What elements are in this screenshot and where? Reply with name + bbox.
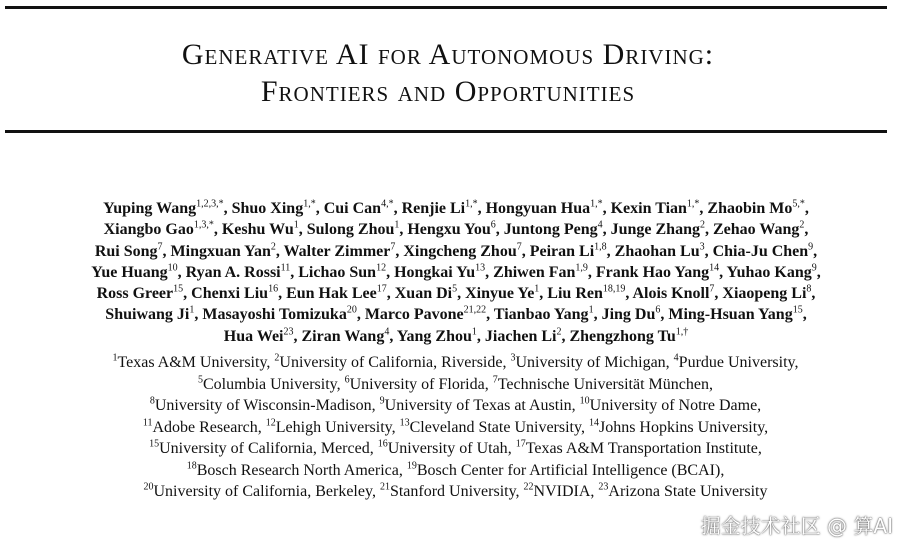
- author-name: Mingxuan Yan: [170, 242, 271, 260]
- affiliation: [187, 462, 399, 479]
- author-affiliation-marks: 1,8: [594, 241, 607, 253]
- affiliation: [378, 440, 508, 457]
- author-affiliation-marks: 2: [699, 219, 705, 231]
- author-name: Rui Song: [94, 242, 158, 260]
- author: [191, 285, 278, 302]
- affiliation: [516, 440, 758, 457]
- author-name: Shuiwang Ji: [105, 306, 190, 324]
- author-affiliation-marks: 1: [293, 219, 299, 231]
- author: [713, 243, 814, 260]
- author-affiliation-marks: 1,9: [575, 262, 588, 274]
- author-name: Tianbao Yang: [493, 306, 589, 324]
- author: [307, 221, 400, 238]
- author: [615, 243, 705, 260]
- affiliation: [380, 397, 572, 414]
- author-affiliation-marks: 4,*: [381, 198, 394, 210]
- author-affiliation-marks: 9: [811, 262, 817, 274]
- affiliation: [510, 354, 665, 371]
- author-name: Yue Huang: [91, 263, 168, 281]
- affiliation-list: [0, 352, 911, 503]
- author-name: Zehao Wang: [712, 221, 800, 239]
- author: [569, 328, 688, 345]
- affiliation-line: $^{15}$University of California, Merced, $^{16}$University of Utah, $^{17}$Texas A&M Transportation Institute,: [149, 438, 762, 457]
- author-affiliation-marks: 7: [157, 241, 163, 253]
- author-line: Ross Greer$^{15}$, Chenxi Liu$^{16}$, Eun Hak Lee$^{17}$, Xuan Di$^5$, Xinyue Ye$^1$, Liu Ren$^{18,19}$, Alois Knoll$^7$, Xiaopeng Li$^8$,: [96, 283, 816, 303]
- author: [222, 221, 299, 238]
- author-affiliation-marks: 2: [270, 241, 276, 253]
- affiliation-name: University of Florida: [349, 375, 485, 393]
- author-name: Ming-Hsuan Yang: [668, 306, 793, 324]
- author-name: Ryan A. Rossi: [185, 263, 281, 281]
- affiliation-name: Bosch Center for Artificial Intelligence (BCAI): [416, 461, 721, 479]
- author-affiliation-marks: 23: [283, 326, 294, 338]
- affiliation: [112, 354, 266, 371]
- author: [91, 264, 177, 281]
- author-affiliation-marks: 5,*: [792, 198, 805, 210]
- author-affiliation-marks: 8: [806, 283, 812, 295]
- author: [202, 306, 356, 323]
- bottom-rule: [5, 130, 887, 133]
- author-affiliation-marks: 1: [471, 326, 477, 338]
- affiliation-number: 19: [406, 460, 417, 472]
- author-affiliation-marks: 1,*: [465, 198, 478, 210]
- author: [547, 285, 625, 302]
- author-name: Kexin Tian: [610, 200, 687, 217]
- author-name: Yang Zhou: [396, 327, 472, 345]
- author-affiliation-marks: 21,22: [463, 305, 487, 317]
- author-affiliation-marks: 6: [490, 219, 496, 231]
- author: [324, 200, 394, 217]
- author-name: Sulong Zhou: [306, 221, 395, 239]
- affiliation-name: Cleveland State University: [409, 418, 581, 436]
- affiliation-name: Lehigh University: [275, 418, 392, 436]
- affiliation-number: 11: [142, 417, 153, 429]
- author: [104, 221, 214, 238]
- affiliation-number: 4: [673, 352, 679, 364]
- author-name: Chia-Ju Chen: [712, 242, 809, 260]
- affiliation-number: 14: [588, 417, 599, 429]
- author-name: Hua Wei: [223, 327, 284, 345]
- affiliation-name: Purdue University: [678, 354, 795, 371]
- author-line: Hua Wei$^{23}$, Ziran Wang$^4$, Yang Zhou$^1$, Jiachen Li$^2$, Zhengzhong $Tu^{1,\dagger}$: [223, 326, 689, 345]
- affiliation: [274, 354, 502, 371]
- author-name: Junge Zhang: [610, 221, 700, 239]
- affiliation-name: University of Michigan: [515, 354, 666, 371]
- author: [402, 200, 478, 217]
- author: [485, 328, 562, 345]
- affiliation: [580, 397, 758, 414]
- affiliation-name: University of Texas at Austin: [384, 397, 572, 414]
- paper-title-line-1: Generative AI for Autonomous Driving:: [181, 38, 715, 71]
- author-name: Xinyue Ye: [465, 285, 535, 303]
- author-affiliation-marks: 17: [376, 283, 387, 295]
- author-name: Masayoshi Tomizuka: [202, 306, 347, 324]
- author: [301, 328, 389, 345]
- author-name: Jing Du: [601, 306, 656, 324]
- author-name: Frank Hao Yang: [595, 263, 710, 281]
- author-affiliation-marks: 1,3,*: [193, 219, 214, 231]
- affiliation-number: 15: [149, 438, 160, 450]
- author: [394, 264, 485, 281]
- affiliation-number: 6: [344, 374, 350, 386]
- author-name: Walter Zimmer: [283, 242, 391, 260]
- author-affiliation-marks: 14: [709, 262, 720, 274]
- affiliation-number: 16: [377, 438, 388, 450]
- author-affiliation-marks: 9: [808, 241, 814, 253]
- author: [668, 306, 802, 323]
- author: [493, 264, 588, 281]
- author: [713, 221, 804, 238]
- author-name: Juntong Peng: [503, 221, 598, 239]
- affiliation: [524, 483, 591, 500]
- affiliation: [149, 440, 370, 457]
- author-affiliation-marks: 1,*: [590, 198, 603, 210]
- author-name: Ziran Wang: [301, 327, 385, 345]
- author-affiliation-marks: 3: [699, 241, 705, 253]
- affiliation: [674, 354, 795, 371]
- affiliation-number: 22: [523, 481, 534, 493]
- author-name: Hongkai Yu: [394, 263, 476, 281]
- author-name: Zhiwen Fan: [493, 263, 576, 281]
- author-affiliation-marks: 15: [792, 305, 803, 317]
- affiliation-number: 18: [186, 460, 197, 472]
- affiliation-name: Texas A&M University: [117, 354, 267, 371]
- author-affiliation-marks: 1: [394, 219, 400, 231]
- author-affiliation-marks: 13: [475, 262, 486, 274]
- author-line: Xiangbo Gao$^{1,3,*}$, Keshu Wu$^1$, Sulong Zhou$^1$, Hengxu You$^6$, Juntong Peng$^4$, Junge Zhang$^2$, Zehao Wang$^2$,: [103, 219, 809, 239]
- author-name: Shuo Xing: [231, 200, 304, 217]
- author-affiliation-marks: 15: [173, 283, 184, 295]
- affiliation-number: 13: [399, 417, 410, 429]
- affiliation: [198, 376, 337, 393]
- top-rule: [5, 6, 887, 9]
- author-affiliation-marks: 5: [452, 283, 458, 295]
- author-affiliation-marks: 1: [189, 305, 195, 317]
- author-name: Hengxu You: [407, 221, 491, 239]
- affiliation-number: 8: [149, 395, 155, 407]
- affiliation-name: NVIDIA: [533, 483, 591, 500]
- author-name: Xuan Di: [394, 285, 453, 303]
- author-name: Marco Pavone: [364, 306, 464, 324]
- affiliation-number: 23: [598, 481, 609, 493]
- author-list: [8, 198, 904, 347]
- author: [727, 264, 817, 281]
- affiliation-number: 1: [112, 352, 118, 364]
- author-affiliation-marks: 20: [346, 305, 357, 317]
- affiliation-line: $^5$Columbia University, $^6$University of Florida, $^7$Technische Universität München,: [198, 374, 713, 393]
- affiliation: [143, 419, 258, 436]
- affiliation-name: Johns Hopkins University: [598, 418, 765, 436]
- affiliation-name: University of California, Merced: [159, 440, 370, 457]
- author-name: Xiaopeng Li: [722, 285, 807, 303]
- author-affiliation-marks: 4: [597, 219, 603, 231]
- affiliation-number: 7: [492, 374, 498, 386]
- author-affiliation-marks: 6: [655, 305, 661, 317]
- author-name: Peiran Li: [529, 242, 595, 260]
- paper-title-line-2: Frontiers and Opportunities: [260, 75, 636, 108]
- affiliation: [407, 462, 720, 479]
- author-line: Yuping Wang$^{1,2,3,*}$, Shuo Xing$^{1,*}$, Cui Can$^{4,*}$, Renjie $Li^{1,*}$, Hongyuan Hua$^{1,*}$, Kexin Tian$^{1,*}$, Zhaobin $Mo^{5,*}$,: [103, 198, 809, 217]
- affiliation-name: Arizona State University: [608, 483, 768, 500]
- affiliation-name: Technische Universität München: [497, 375, 709, 393]
- author: [97, 285, 184, 302]
- affiliation-line: $^1$Texas A&M University, $^2$University of California, Riverside, $^3$University of Michigan, $^4$Purdue University,: [112, 352, 799, 371]
- affiliation: [143, 483, 371, 500]
- affiliation-name: Bosch Research North America: [196, 461, 399, 479]
- affiliation-number: 17: [515, 438, 526, 450]
- author-affiliation-marks: 1: [588, 305, 594, 317]
- author-affiliation-marks: 1: [534, 283, 540, 295]
- author: [403, 243, 521, 260]
- affiliation-name: Texas A&M Transportation Institute: [525, 440, 758, 457]
- author: [224, 328, 294, 345]
- affiliation: [266, 419, 392, 436]
- affiliation-line: $^{18}$Bosch Research North America, $^{19}$Bosch Center for Artificial Intelligence (BCAI),: [186, 460, 725, 479]
- author: [611, 221, 705, 238]
- affiliation-name: University of Utah: [387, 440, 508, 457]
- author-name: Xingcheng Zhou: [403, 242, 517, 260]
- watermark: 掘金技术社区 @ 算AI: [700, 514, 893, 538]
- affiliation-name: University of California, Berkeley: [153, 483, 372, 500]
- author-name: Ross Greer: [96, 285, 174, 303]
- author: [722, 285, 811, 302]
- affiliation-number: 20: [143, 481, 154, 493]
- author-affiliation-marks: 4: [384, 326, 390, 338]
- affiliation-number: 21: [379, 481, 390, 493]
- author-name: Cui Can: [323, 200, 382, 217]
- author-affiliation-marks: 16: [268, 283, 279, 295]
- author: [105, 306, 194, 323]
- author: [602, 306, 661, 323]
- author: [395, 285, 457, 302]
- author: [611, 200, 700, 217]
- author-name: Keshu Wu: [221, 221, 294, 239]
- affiliation-number: 2: [274, 352, 280, 364]
- author-affiliation-marks: 2: [556, 326, 562, 338]
- author: [707, 200, 804, 217]
- author: [284, 243, 396, 260]
- author-name: Zhengzhong Tu: [569, 327, 676, 345]
- author-name: Chenxi Liu: [191, 285, 269, 303]
- author: [103, 200, 223, 217]
- affiliation: [150, 397, 372, 414]
- author: [95, 243, 163, 260]
- affiliation: [598, 483, 767, 500]
- author-line: Yue Huang$^{10}$, Ryan A. Rossi$^{11}$, Lichao Sun$^{12}$, Hongkai Yu$^{13}$, Zhiwen Fan$^{1,9}$, Frank Hao Yang$^{14}$, Yuhao Kang$^9$,: [91, 262, 821, 281]
- author: [186, 264, 291, 281]
- author-line: Shuiwang Ji$^1$, Masayoshi Tomizuka$^{20}$, Marco Pavone$^{21,22}$, Tianbao Yang$^1$, Jing Du$^6$, Ming-Hsuan Yang$^{15}$,: [105, 305, 807, 324]
- author-affiliation-marks: 11: [280, 262, 291, 274]
- author-line: Rui Song$^7$, Mingxuan Yan$^2$, Walter Zimmer$^7$, Xingcheng Zhou$^7$, Peiran Li$^{1,8}$, Zhaohan Lu$^3$, Chia-Ju Chen$^9$,: [94, 241, 818, 260]
- author-name: Eun Hak Lee: [286, 285, 377, 303]
- affiliation: [493, 376, 709, 393]
- affiliation: [589, 419, 764, 436]
- affiliation: [380, 483, 516, 500]
- author-name: Yuping Wang: [103, 200, 197, 217]
- author: [504, 221, 603, 238]
- author: [486, 200, 603, 217]
- author-affiliation-marks: 7: [516, 241, 522, 253]
- affiliation-name: University of Wisconsin-Madison: [154, 397, 372, 414]
- author-name: Zhaohan Lu: [614, 242, 700, 260]
- affiliation-name: Columbia University: [203, 375, 337, 393]
- author: [286, 285, 387, 302]
- author: [494, 306, 594, 323]
- author: [298, 264, 386, 281]
- author: [633, 285, 715, 302]
- author-affiliation-marks: 7: [390, 241, 396, 253]
- author: [596, 264, 719, 281]
- affiliation-name: Stanford University: [389, 483, 516, 500]
- author-name: Alois Knoll: [632, 285, 710, 303]
- author-affiliation-marks: 18,19: [602, 283, 626, 295]
- author-affiliation-marks: 7: [709, 283, 715, 295]
- author-affiliation-marks: 12: [376, 262, 387, 274]
- affiliation-number: 5: [198, 374, 203, 386]
- author-name: Xiangbo Gao: [103, 221, 194, 239]
- affiliation-line: $^{20}$University of California, Berkeley, $^{21}$Stanford University, $^{22}$NVIDIA, $^{23}$Arizona State University: [143, 481, 768, 500]
- author-name: Zhaobin Mo: [707, 200, 793, 217]
- author: [407, 221, 495, 238]
- author-affiliation-marks: 1,*: [686, 198, 700, 210]
- author: [465, 285, 539, 302]
- affiliation-name: University of California, Riverside: [279, 354, 503, 371]
- author-name: Renjie Li: [401, 200, 466, 217]
- author-affiliation-marks: 1,2,3,*: [196, 198, 224, 210]
- author-affiliation-marks: 1,†: [675, 326, 689, 338]
- author-name: Yuhao Kang: [726, 263, 812, 281]
- affiliation-number: 9: [379, 395, 385, 407]
- author-affiliation-marks: 1,*: [303, 198, 316, 210]
- author-name: Jiachen Li: [484, 327, 557, 345]
- author-name: Liu Ren: [547, 285, 603, 303]
- author: [171, 243, 276, 260]
- author: [530, 243, 607, 260]
- author-affiliation-marks: 2: [799, 219, 805, 231]
- author-name: Lichao Sun: [298, 263, 377, 281]
- affiliation-name: University of Notre Dame: [589, 397, 758, 414]
- author-name: Hongyuan Hua: [485, 200, 591, 217]
- author: [232, 200, 316, 217]
- affiliation-line: $^{11}$Adobe Research, $^{12}$Lehigh University, $^{13}$Cleveland State University, $^{14}$Johns Hopkins University,: [142, 417, 769, 436]
- affiliation-number: 3: [510, 352, 516, 364]
- affiliation: [345, 376, 485, 393]
- affiliation-name: Adobe Research: [152, 418, 258, 436]
- author: [365, 306, 486, 323]
- affiliation-number: 10: [579, 395, 590, 407]
- author-affiliation-marks: 10: [167, 262, 178, 274]
- affiliation-number: 12: [265, 417, 276, 429]
- author: [397, 328, 477, 345]
- affiliation: [400, 419, 581, 436]
- affiliation-line: $^8$University of Wisconsin-Madison, $^9$University of Texas at Austin, $^{10}$University of Notre Dame,: [149, 395, 762, 414]
